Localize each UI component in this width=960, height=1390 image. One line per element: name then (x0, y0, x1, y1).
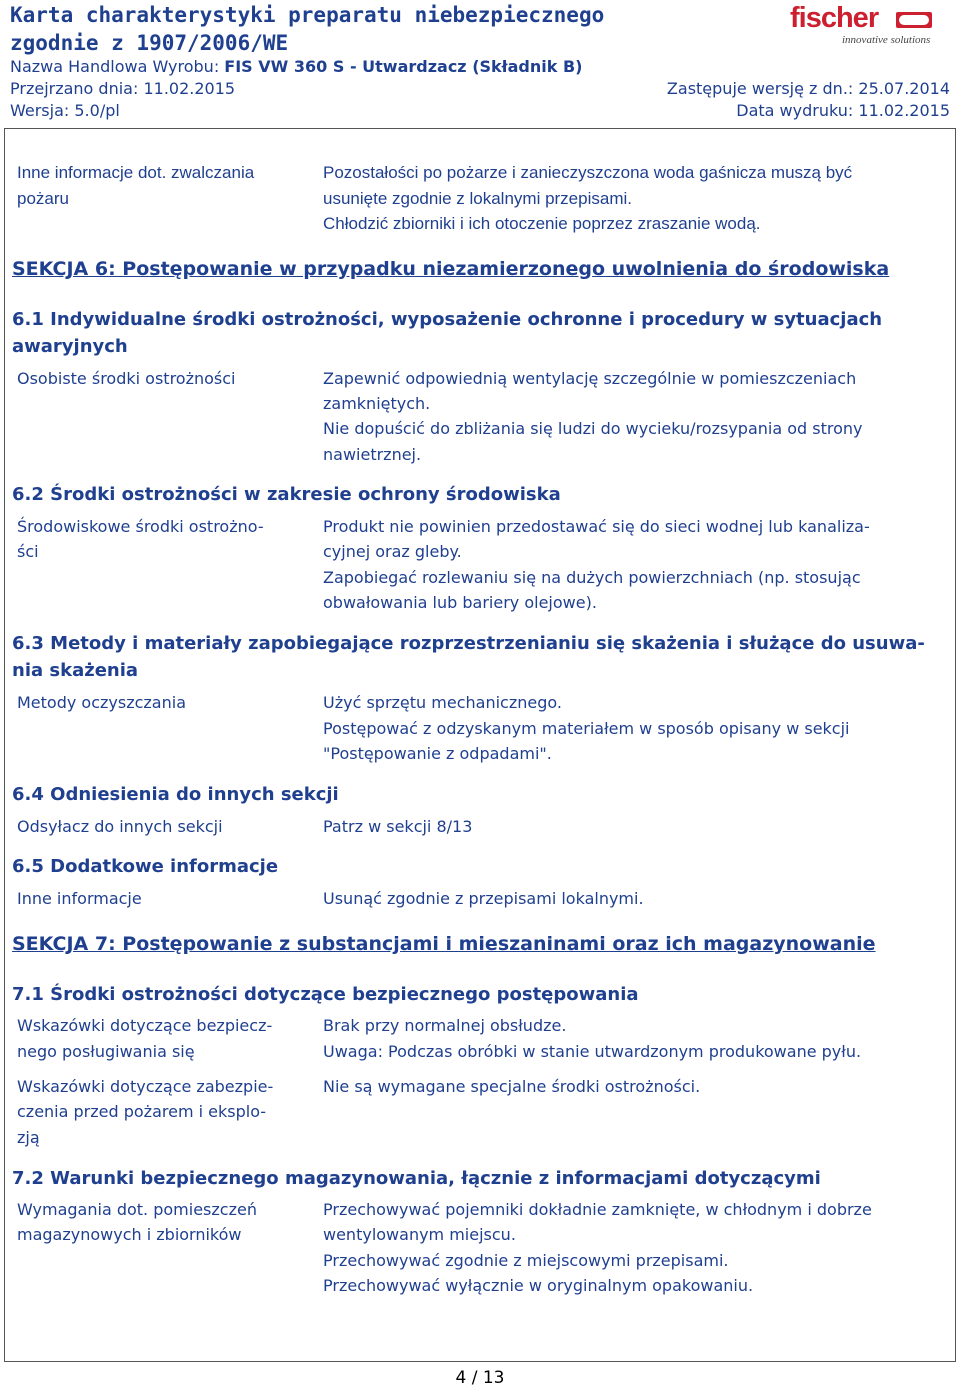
replaces-label: Zastępuje wersję z dn.: (666, 79, 854, 98)
s62-text-l4: obwałowania lub bariery olejowe). (323, 593, 597, 612)
print-date: 11.02.2015 (858, 101, 950, 120)
s72-text-l4: Przechowywać wyłącznie w oryginalnym opakowaniu. (323, 1276, 754, 1295)
doc-title-line1: Karta charakterystyki preparatu niebezpiecznego (10, 3, 605, 27)
s62-text-l1: Produkt nie powinien przedostawać się do sieci wodnej lub kanaliza- (323, 517, 870, 536)
s71-a-text-l1: Brak przy normalnej obsłudze. (323, 1016, 567, 1035)
s71-title: 7.1 Środki ostrożności dotyczące bezpiecznego postępowania (12, 984, 639, 1005)
revised-line (10, 79, 235, 98)
s62-text-l2: cyjnej oraz gleby. (323, 542, 462, 561)
s72-text-l1: Przechowywać pojemniki dokładnie zamknięte, w chłodnym i dobrze (323, 1200, 872, 1219)
s63-label: Metody oczyszczania (17, 693, 186, 712)
section-7-title: SEKCJA 7: Postępowanie z substancjami i mieszaninami oraz ich magazynowanie (12, 933, 876, 955)
s72-text-l3: Przechowywać zgodnie z miejscowymi przepisami. (323, 1251, 729, 1270)
s71-a-label-l2: nego posługiwania się (17, 1042, 195, 1061)
s62-title: 6.2 Środki ostrożności w zakresie ochrony środowiska (12, 484, 561, 505)
fire-text-l3: Chłodzić zbiorniki i ich otoczenie poprzez zraszanie wodą. (323, 214, 761, 233)
s71-b-label-l1: Wskazówki dotyczące zabezpie- (17, 1077, 274, 1096)
s61-text-l3: Nie dopuścić do zbliżania się ludzi do wycieku/rozsypania od strony (323, 419, 863, 438)
version: Wersja: 5.0/pl (10, 101, 120, 120)
fire-label-l1: Inne informacje dot. zwalczania (17, 163, 255, 182)
section-6-title: SEKCJA 6: Postępowanie w przypadku niezamierzonego uwolnienia do środowiska (12, 258, 890, 280)
s71-a-label-l1: Wskazówki dotyczące bezpiecz- (17, 1016, 273, 1035)
s65-title: 6.5 Dodatkowe informacje (12, 856, 279, 877)
fire-text-l1: Pozostałości po pożarze i zanieczyszczona woda gaśnicza muszą być (323, 163, 853, 182)
trade-name: FIS VW 360 S - Utwardzacz (Składnik B) (224, 57, 583, 76)
logo-tagline: innovative solutions (842, 34, 931, 46)
logo-word: fischer (790, 2, 879, 34)
trade-name-line (10, 57, 582, 76)
print-date-line (736, 101, 950, 120)
s71-b-text: Nie są wymagane specjalne środki ostrożności. (323, 1077, 701, 1096)
s65-text: Usunąć zgodnie z przepisami lokalnymi. (323, 889, 644, 908)
s71-b-label-l3: zją (17, 1128, 40, 1147)
s61-title-l1: 6.1 Indywidualne środki ostrożności, wyposażenie ochronne i procedury w sytuacjach (12, 309, 883, 330)
s63-title-l2: nia skażenia (12, 660, 139, 681)
trade-name-label: Nazwa Handlowa Wyrobu: (10, 57, 220, 76)
replaces-date: 25.07.2014 (858, 79, 950, 98)
s61-label: Osobiste środki ostrożności (17, 369, 236, 388)
doc-title-line2: zgodnie z 1907/2006/WE (10, 31, 289, 55)
s62-text-l3: Zapobiegać rozlewaniu się na dużych powierzchniach (np. stosując (323, 568, 861, 587)
revised-date: 11.02.2015 (143, 79, 236, 98)
s72-label-l2: magazynowych i zbiorników (17, 1225, 242, 1244)
s61-text-l2: zamkniętych. (323, 394, 431, 413)
document-header (10, 0, 950, 130)
s61-text-l1: Zapewnić odpowiednią wentylację szczególnie w pomieszczeniach (323, 369, 857, 388)
s61-title-l2: awaryjnych (12, 336, 128, 357)
s61-text-l4: nawietrznej. (323, 445, 422, 464)
s62-label-l1: Środowiskowe środki ostrożno- (17, 517, 264, 536)
s62-label-l2: ści (17, 542, 39, 561)
fire-label-l2: pożaru (17, 189, 69, 208)
s65-label: Inne informacje (17, 889, 142, 908)
s71-a-text-l2: Uwaga: Podczas obróbki w stanie utwardzonym produkowane pyłu. (323, 1042, 862, 1061)
s63-text-l2: Postępować z odzyskanym materiałem w sposób opisany w sekcji (323, 719, 850, 738)
logo-badge-icon (896, 12, 932, 28)
s64-title: 6.4 Odniesienia do innych sekcji (12, 784, 339, 805)
s72-text-l2: wentylowanym miejscu. (323, 1225, 516, 1244)
page-number: 4 / 13 (455, 1368, 505, 1388)
revised-label: Przejrzano dnia: (10, 79, 139, 98)
s64-text: Patrz w sekcji 8/13 (323, 817, 473, 836)
s63-title-l1: 6.3 Metody i materiały zapobiegające rozprzestrzenianiu się skażenia i służące do usuwa- (12, 633, 925, 654)
replaces-line (667, 79, 950, 98)
s63-text-l3: "Postępowanie z odpadami". (323, 744, 552, 763)
fischer-logo (790, 2, 940, 50)
s72-title: 7.2 Warunki bezpiecznego magazynowania, łącznie z informacjami dotyczącymi (12, 1168, 821, 1189)
s63-text-l1: Użyć sprzętu mechanicznego. (323, 693, 562, 712)
fire-text-l2: usunięte zgodnie z lokalnymi przepisami. (323, 189, 632, 208)
s72-label-l1: Wymagania dot. pomieszczeń (17, 1200, 257, 1219)
s71-b-label-l2: czenia przed pożarem i eksplo- (17, 1102, 267, 1121)
print-label: Data wydruku: (736, 101, 854, 120)
s64-label: Odsyłacz do innych sekcji (17, 817, 223, 836)
